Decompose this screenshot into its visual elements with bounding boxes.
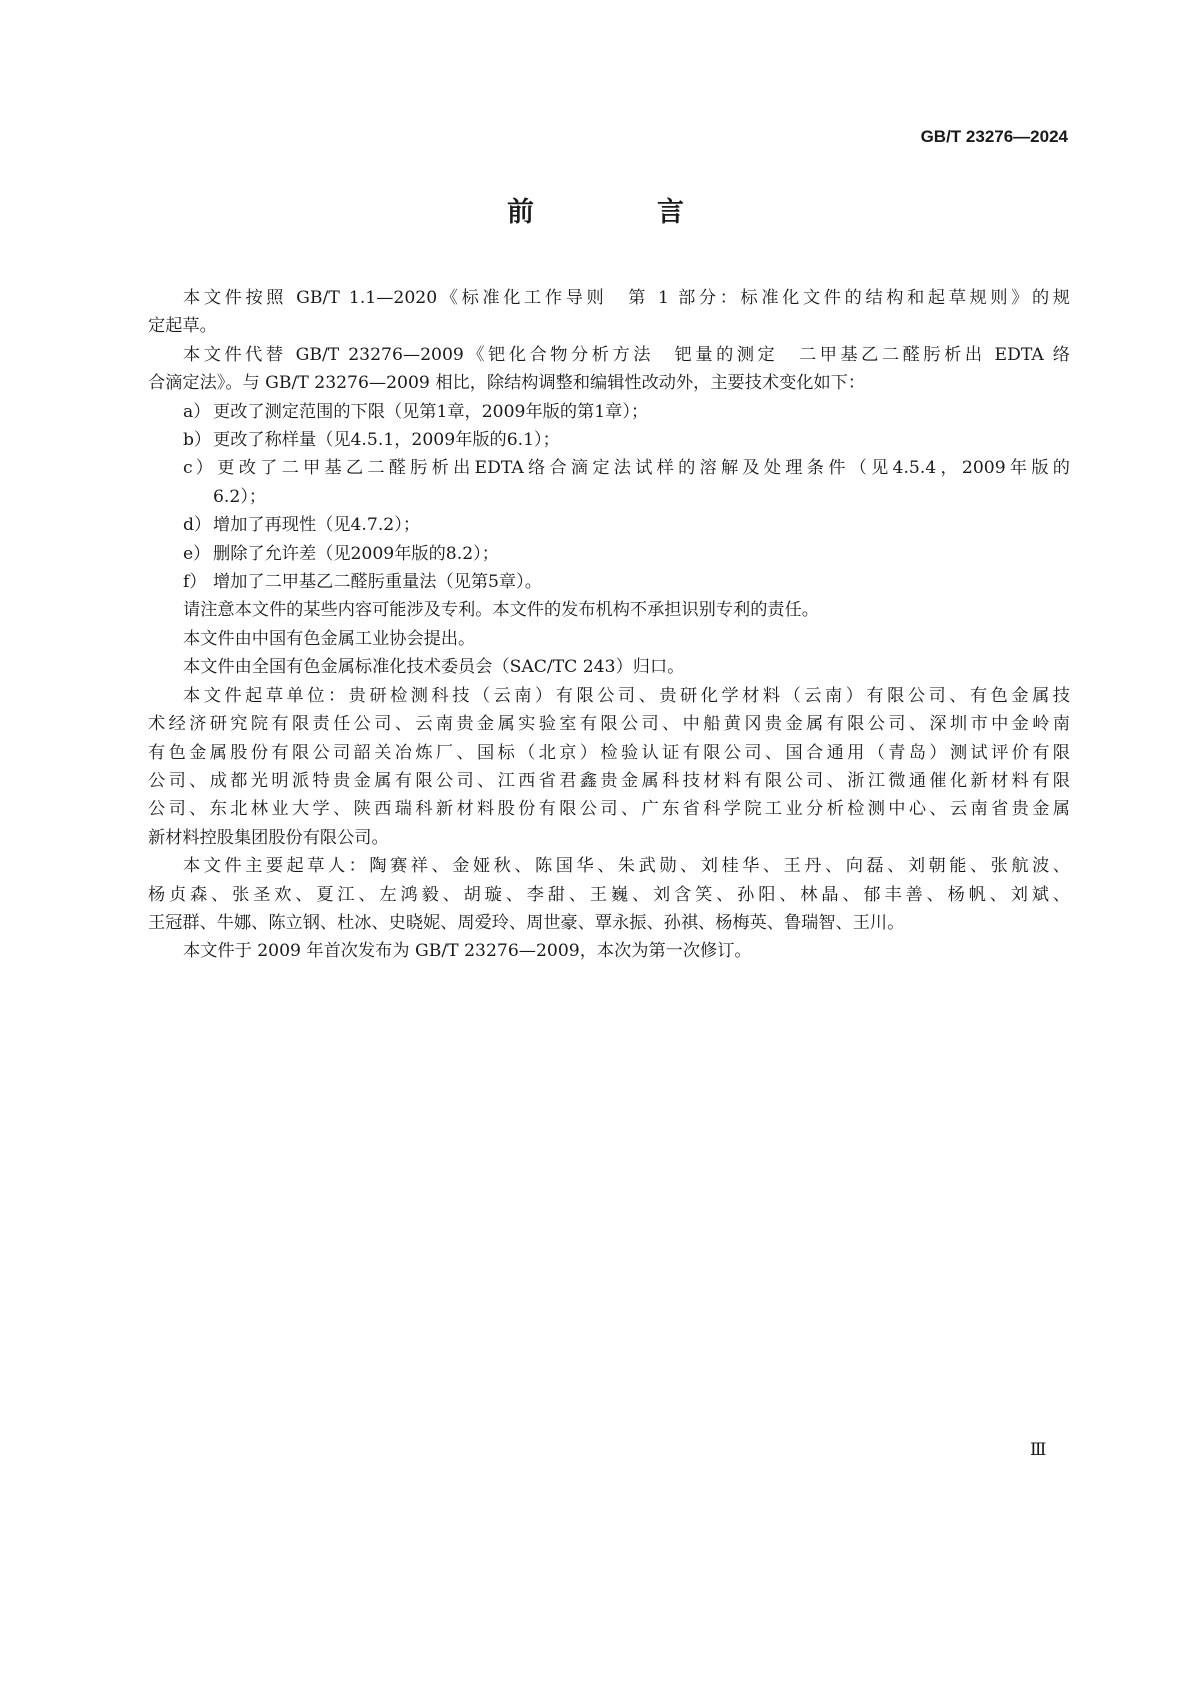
list-item-line <box>148 511 1070 539</box>
list-item-label: c） <box>183 458 213 479</box>
page-number: Ⅲ <box>1030 1440 1047 1460</box>
paragraph-line: 请注意本文件的某些内容可能涉及专利。本文件的发布机构不承担识别专利的责任。 <box>183 600 819 621</box>
change-list-item <box>148 398 1070 426</box>
list-item-label: d） <box>183 515 212 536</box>
paragraph-line: 杨贞森、张圣欢、夏江、左鸿毅、胡璇、李甜、王巍、刘含笑、孙阳、林晶、郁丰善、杨帆、刘斌、 <box>148 884 1070 905</box>
paragraph-line: 定起草。 <box>148 316 217 337</box>
paragraph-line: 本文件代替 GB/T 23276—2009《钯化合物分析方法 钯量的测定 二甲基乙二醛肟析出 EDTA 络 <box>183 344 1070 365</box>
paragraph-line: 本文件由中国有色金属工业协会提出。 <box>183 628 476 649</box>
list-item-line <box>148 426 1070 454</box>
paragraph-drafters <box>148 852 1070 937</box>
list-item-text: 更改了称样量（见4.5.1，2009年版的6.1）； <box>213 430 560 451</box>
change-list-item <box>148 454 1070 511</box>
paragraph-line: 合滴定法》。与 GB/T 23276—2009 相比，除结构调整和编辑性改动外，主要技术变化如下： <box>148 373 866 394</box>
paragraph-drafting-units <box>148 682 1070 852</box>
standard-number: GB/T 23276—2024 <box>920 127 1068 146</box>
paragraph-line: 有色金属股份有限公司韶关冶炼厂、国标（北京）检验认证有限公司、国合通用（青岛）测试评价有限 <box>148 742 1070 763</box>
paragraph-proposer <box>148 625 1070 653</box>
paragraph-line: 本文件于 2009 年首次发布为 GB/T 23276—2009，本次为第一次修订。 <box>183 941 752 962</box>
paragraph-patent-notice <box>148 596 1070 624</box>
paragraph-line: 公司、东北林业大学、陕西瑞科新材料股份有限公司、广东省科学院工业分析检测中心、云南省贵金属 <box>148 799 1070 820</box>
list-item-label: a） <box>183 401 211 422</box>
list-item-line <box>148 540 1070 568</box>
list-item-label: e） <box>183 543 211 564</box>
paragraph-history <box>148 937 1070 965</box>
list-item-line <box>148 398 1070 426</box>
list-item-label: b） <box>183 430 212 451</box>
foreword-body <box>148 284 1070 966</box>
paragraph-line: 公司、成都光明派特贵金属有限公司、江西省君鑫贵金属科技材料有限公司、浙江微通催化新材料有限 <box>148 770 1070 791</box>
change-list-item <box>148 540 1070 568</box>
list-item-continuation: 6.2）； <box>213 486 267 507</box>
change-list-item <box>148 511 1070 539</box>
paragraph-line: 本文件按照 GB/T 1.1—2020《标准化工作导则 第 1 部分：标准化文件的结构和起草规则》的规 <box>183 288 1070 308</box>
paragraph-line: 本文件主要起草人：陶赛祥、金娅秋、陈国华、朱武勋、刘桂华、王丹、向磊、刘朝能、张航波、 <box>183 856 1070 877</box>
paragraph-line: 新材料控股集团股份有限公司。 <box>148 827 389 848</box>
paragraph-line: 本文件起草单位：贵研检测科技（云南）有限公司、贵研化学材料（云南）有限公司、有色金属技 <box>183 685 1070 706</box>
list-item-line <box>148 568 1070 596</box>
paragraph-replacement <box>148 341 1070 398</box>
change-list-item <box>148 568 1070 596</box>
list-item-label: f） <box>183 572 207 593</box>
paragraph-line: 术经济研究院有限责任公司、云南贵金属实验室有限公司、中船黄冈贵金属有限公司、深圳市中金岭南 <box>148 714 1070 735</box>
list-item-text: 更改了测定范围的下限（见第1章，2009年版的第1章）； <box>213 401 649 422</box>
list-item-text: 删除了允许差（见2009年版的8.2）； <box>213 543 499 564</box>
page-title: 前 言 <box>507 197 732 228</box>
paragraph-line: 本文件由全国有色金属标准化技术委员会（SAC/TC 243）归口。 <box>183 657 685 678</box>
list-item-text: 更改了二甲基乙二醛肟析出EDTA络合滴定法试样的溶解及处理条件（见4.5.4，2009年版的 <box>213 458 1070 479</box>
change-list-item <box>148 426 1070 454</box>
list-item-line <box>148 454 1070 482</box>
paragraph-drafting-rules <box>148 284 1070 341</box>
paragraph-committee <box>148 653 1070 681</box>
paragraph-line: 王冠群、牛娜、陈立钢、杜冰、史晓妮、周爱玲、周世豪、覃永振、孙祺、杨梅英、鲁瑞智、王川。 <box>148 912 905 933</box>
list-item-text: 增加了二甲基乙二醛肟重量法（见第5章）。 <box>213 572 542 593</box>
list-item-text: 增加了再现性（见4.7.2）； <box>213 515 421 536</box>
